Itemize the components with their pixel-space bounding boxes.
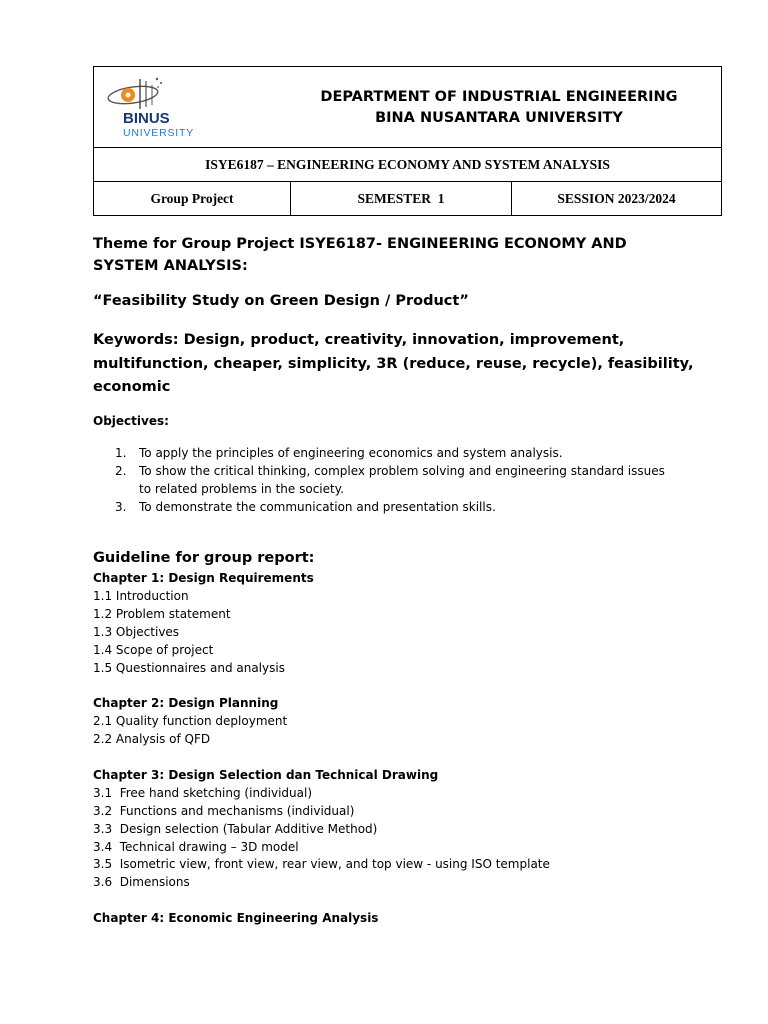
semester: SEMESTER 1 [291, 182, 512, 216]
project-type: Group Project [94, 182, 291, 216]
logo-brand-text: BINUS [123, 110, 170, 127]
objective-item [115, 498, 675, 516]
chapter-item: 3.1 Free hand sketching (individual) [93, 785, 313, 800]
chapter-item: 3.5 Isometric view, front view, rear view, and top view - using ISO template [93, 857, 550, 872]
chapter-item: 3.2 Functions and mechanisms (individual) [93, 803, 355, 818]
course-title: ISYE6187 – ENGINEERING ECONOMY AND SYSTEM ANALYSIS [94, 148, 722, 182]
objective-text: To demonstrate the communication and presentation skills. [139, 500, 496, 514]
keywords: Keywords: Design, product, creativity, innovation, improvement, multifunction, cheaper, simplicity, 3R (reduce, reuse, recycle), feasibility, economic [93, 332, 694, 395]
theme-heading: Theme for Group Project ISYE6187- ENGINEERING ECONOMY AND SYSTEM ANALYSIS: [93, 236, 627, 274]
header-top-cell [94, 67, 722, 148]
objective-item [115, 444, 675, 462]
chapter-title: Chapter 2: Design Planning [93, 696, 279, 711]
chapter-item: 2.2 Analysis of QFD [93, 732, 211, 747]
objective-number: 1. [115, 446, 127, 460]
session: SESSION 2023/2024 [512, 182, 722, 216]
logo-sub-text: UNIVERSITY [123, 127, 195, 139]
chapter-gap [93, 749, 693, 767]
binus-university-logo [100, 75, 230, 139]
objective-text: To apply the principles of engineering economics and system analysis. [139, 446, 563, 460]
header-table [93, 66, 722, 216]
chapter-item: 1.3 Objectives [93, 624, 180, 639]
objective-number: 3. [115, 500, 127, 514]
chapter-list [93, 570, 693, 928]
objective-text: To show the critical thinking, complex problem solving and engineering standard issues to related problems in the society. [139, 464, 665, 496]
chapter-gap [93, 677, 693, 695]
chapter-title: Chapter 4: Economic Engineering Analysis [93, 911, 379, 926]
chapter-title: Chapter 3: Design Selection dan Technical Drawing [93, 767, 439, 782]
chapter-title: Chapter 1: Design Requirements [93, 571, 314, 585]
chapter-item: 3.3 Design selection (Tabular Additive Method) [93, 821, 378, 836]
objectives-label: Objectives: [93, 414, 169, 428]
university-name: BINA NUSANTARA UNIVERSITY [375, 110, 623, 126]
chapter-item: 2.1 Quality function deployment [93, 714, 288, 729]
chapter-item: 1.1 Introduction [93, 588, 189, 603]
chapter-item: 1.2 Problem statement [93, 606, 231, 621]
chapter-item: 3.6 Dimensions [93, 875, 190, 890]
objectives-list [115, 444, 675, 516]
objective-item [115, 462, 675, 498]
department-name: DEPARTMENT OF INDUSTRIAL ENGINEERING [320, 89, 678, 105]
department-heading [294, 87, 704, 129]
chapter-item: 1.4 Scope of project [93, 642, 214, 657]
project-title: “Feasibility Study on Green Design / Product” [93, 293, 469, 309]
objective-number: 2. [115, 464, 127, 478]
guideline-title: Guideline for group report: [93, 550, 315, 566]
chapter-gap [93, 892, 693, 910]
chapter-item: 3.4 Technical drawing – 3D model [93, 839, 299, 854]
chapter-item: 1.5 Questionnaires and analysis [93, 660, 285, 675]
